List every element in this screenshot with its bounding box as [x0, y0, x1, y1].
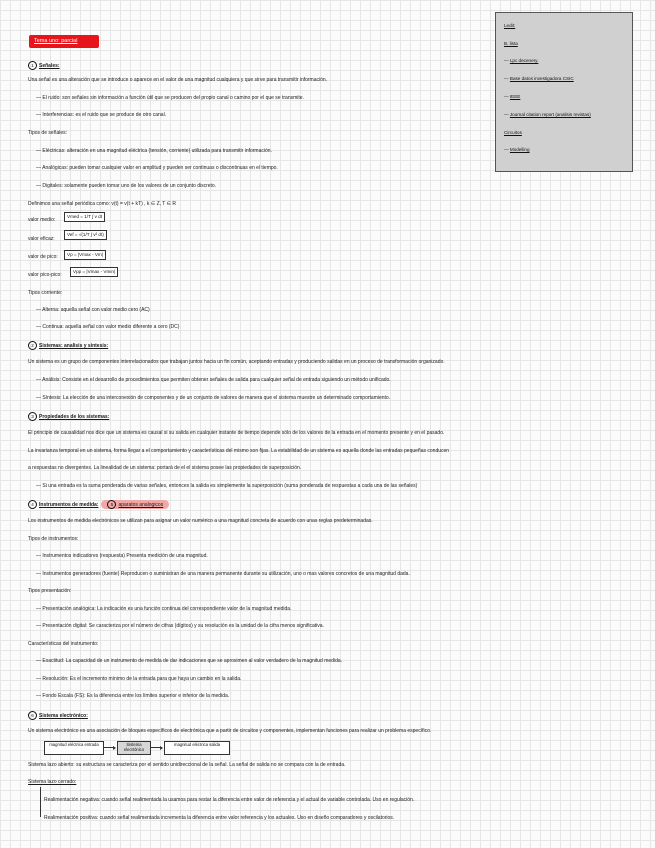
formula-label: valor de pico: [28, 254, 58, 260]
text-line: — Instrumentos indicadores (respuesta) Presenta medición de una magnitud. [36, 553, 208, 559]
text-line: — Instrumentos generadores (fuente) Reproducen o suministran de una manera permanente durante su utilización, uno o mas valores concretos de una magnitud dada. [36, 571, 410, 577]
text-line: — Digitales: solamente pueden tomar uno de los valores de un conjunto discreto. [36, 183, 217, 189]
ref-item: — Lpc decenery. [504, 58, 539, 63]
text-line: — Fondo Escala (FS): Es la diferencia entre los límites superior e inferior de la medida. [36, 693, 230, 699]
section-heading-2: 2 Sistemas: analisis y sintesis: [28, 341, 108, 350]
text-line: — Continua: aquella señal con valor medio diferente a cero (DC) [36, 324, 180, 330]
ref-item: — IEEE [504, 94, 521, 99]
text-line: — Presentación digital: Se caracteriza por el número de cifras (dígitos) y su resolución es la unidad de la cifra menos significativa. [36, 623, 324, 629]
highlight-badge: 5 aparatos analogicos [101, 500, 169, 509]
formula-label: valor medio: [28, 217, 56, 223]
section-heading-4: 4 Instrumentos de medida: 5 aparatos analogicos [28, 500, 169, 509]
text-line: — Síntesis: La elección de una interconexión de componentes y de un conjunto de valores de manera que el sistema muestre un determinado comportamiento. [36, 395, 391, 401]
text-line: Tipos corriente: [28, 290, 63, 296]
section-number: 4 [28, 500, 37, 509]
text-line: Realimentación positiva: cuando señal realimentada incrementa la diferencia entre valor referencia y los actuales. Uso en diseño comparadores y oscilatorios. [44, 815, 395, 821]
formula-rms: Vef = √(1/T ∫ v² dt) [64, 230, 107, 240]
section-number: 1 [28, 61, 37, 70]
formula-peak-peak: Vpp = |Vmax - Vmin| [70, 267, 118, 277]
text-line: — Alterna: aquella señal con valor medio cero (AC) [36, 307, 150, 313]
diagram-input-box: magnitud eléctrica entrada [44, 741, 104, 755]
diagram-arrow [103, 747, 115, 748]
ref-item: — Base datos investigadora CSIC [504, 76, 574, 81]
diagram-arrow [150, 747, 162, 748]
ref-item: — Modelling [504, 147, 530, 152]
text-line: — Si una entrada es la suma ponderada de varias señales, entonces la salida es simplemente la superposición (suma ponderada de respuestas a cada una de las señales) [36, 483, 418, 489]
section-heading-1: 1 Señales: [28, 61, 60, 70]
bracket-line [40, 787, 41, 817]
text-line: El principio de causalidad nos dice que un sistema es causal si su salida en cualquier instante de tiempo depende sólo de los valores de la entrada en el momento presente y en el pasado. [28, 430, 445, 436]
diagram-system-box: Sistema electrónico [117, 741, 151, 755]
section-number: 2 [28, 341, 37, 350]
section-number: 6 [28, 711, 37, 720]
text-line: Características del instrumento: [28, 641, 99, 647]
diagram-output-box: magnitud eléctrica salida [164, 741, 230, 755]
text-line: Tipos presentación: [28, 588, 72, 594]
text-line: — Exactitud: La capacidad de un instrumento de medida de dar indicaciones que se aproximen al valor verdadero de la magnitud medida. [36, 658, 343, 664]
references-box [495, 12, 633, 172]
text-line: Definimos una señal periódica como: v(t) = v(t + kT) , k ∈ Z, T ∈ R [28, 201, 177, 207]
formula-label: valor pico-pico: [28, 272, 62, 278]
text-line: Un sistema electrónico es una asociación de bloques específicos de electrónica que a partir de circuitos y componentes, implementan funciones para realizar un problema específico. [28, 728, 432, 734]
page-title: Tema uno: parcial [29, 35, 99, 48]
ref-heading: Ledit: [504, 23, 516, 28]
formula-mean: Vmed = 1/T ∫ v dt [64, 212, 105, 222]
text-line: — Resolución: Es el incremento mínimo de la entrada para que haya un cambio en la salida. [36, 676, 242, 682]
text-line: Tipos de instrumentos: [28, 536, 79, 542]
text-line: — Presentación analógica: La indicación es una función continua del correspondiente valor de la magnitud medida. [36, 606, 292, 612]
text-line: Realimentación negativa: cuando señal realimentada la usamos para restar la diferencia entre valor de referencia y el actual de variable controlada. Uso en regulación. [44, 797, 415, 803]
text-line: — Eléctricas: alteración en una magnitud eléctrica (tensión, corriente) utilizada para transmitir información. [36, 148, 272, 154]
text-line: — Análisis: Consiste en el desarrollo de procedimientos que permiten obtener señales de salida para cualquier señal de entrada siguiendo un método unificado. [36, 377, 391, 383]
text-line: La invarianza temporal en un sistema, forma llegar a el comportamiento y características del mismo son fijas. La estabilidad de un sistema es aquella donde las entradas pequeñas conducen [28, 448, 450, 454]
text-line: Tipos de señales: [28, 130, 68, 136]
text-line: — Interferencias: es el ruido que se produce de otro canal. [36, 112, 167, 118]
section-heading-3: 3 Propiedades de los sistemas: [28, 412, 109, 421]
ref-subheading: B. lista [504, 41, 518, 46]
section-number: 3 [28, 412, 37, 421]
ref-item: — Journal citation report (analisis revistas) [504, 112, 591, 117]
text-line: a respuestas no divergentes. La linealidad de un sistema: portará de el el sistema posee las propiedades de superposición. [28, 465, 302, 471]
text-line: Sistema lazo abierto: su estructura se caracteriza por el sentido unidireccional de la señal. La señal de salida no se compara con la de entrada. [28, 762, 346, 768]
text-line: Sistema lazo cerrado: [28, 779, 77, 785]
formula-label: valor eficaz: [28, 236, 55, 242]
text-line: — El ruido: son señales sin información a función útil que se producen del propio canal o camino por el que se transmite. [36, 95, 304, 101]
formula-peak: Vp = |Vmax - Vm| [64, 250, 106, 260]
text-line: Un sistema es un grupo de componentes interrelacionados que trabajan juntos hacia un fin común, aceptando entradas y produciendo salidas en un proceso de transformación organizado. [28, 359, 445, 365]
text-line: — Analógicas: pueden tomar cualquier valor en amplitud y pueden ser continuas o discontinuas en el tiempo. [36, 165, 278, 171]
ref-heading-2: Circuitos [504, 130, 522, 135]
text-line: Los instrumentos de medida electrónicos se utilizan para asignar un valor numérico a una magnitud concreta de acuerdo con unas reglas predeterminadas. [28, 518, 373, 524]
section-heading-6: 6 Sistema electrónico: [28, 711, 88, 720]
text-line: Una señal es una alteración que se introduce o aparece en el valor de una magnitud cualquiera y que sirve para transmitir información. [28, 77, 328, 83]
